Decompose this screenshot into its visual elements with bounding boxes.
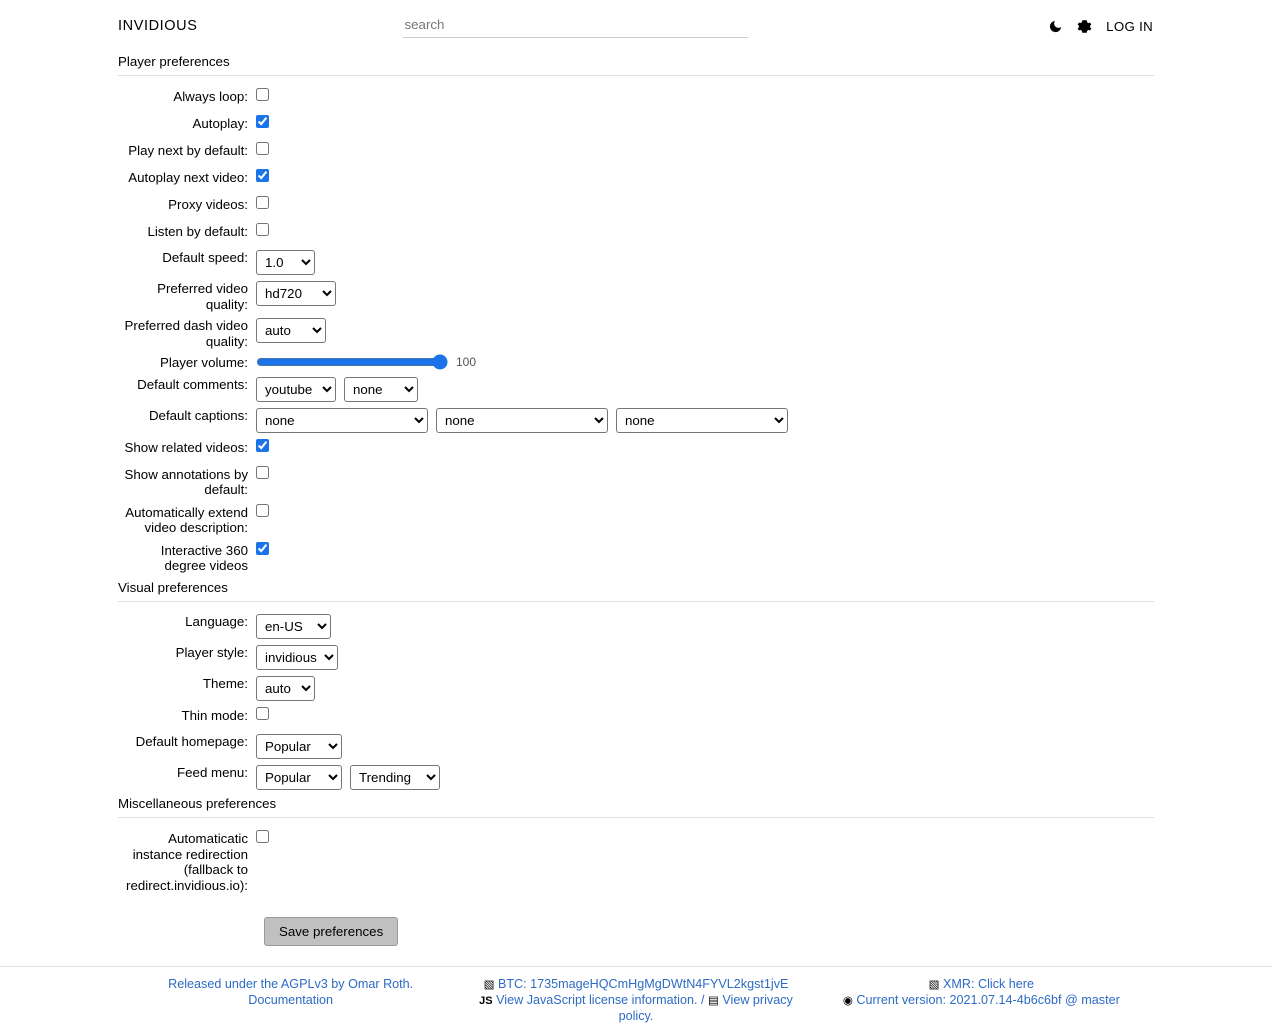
row-feed-menu — [118, 765, 1154, 790]
label-preferred-dash-quality: Preferred dash video quality: — [124, 318, 248, 349]
label-default-comments: Default comments: — [137, 376, 248, 392]
row-player-style — [118, 645, 1154, 670]
label-default-speed: Default speed: — [162, 250, 248, 265]
checkbox-autoplay[interactable] — [256, 115, 269, 128]
footer-js-license-link[interactable]: View JavaScript license information. — [496, 992, 698, 1007]
label-auto-instance-redirect: Automaticatic instance redirection (fallback to redirect.invidious.io): — [126, 831, 248, 893]
navbar-center — [342, 14, 808, 38]
select-language[interactable] — [256, 614, 331, 639]
select-default-speed[interactable] — [256, 250, 315, 275]
label-extend-description: Automatically extend video description: — [125, 504, 248, 536]
checkbox-show-annotations[interactable] — [256, 466, 269, 479]
row-autoplay-next-video — [118, 169, 1154, 190]
label-thin-mode: Thin mode: — [181, 708, 248, 724]
checkbox-proxy-videos[interactable] — [256, 196, 269, 209]
footer-separator: / — [700, 992, 705, 1007]
row-default-comments — [118, 377, 1154, 402]
gear-icon[interactable] — [1077, 19, 1092, 34]
bitcoin-icon: ▧ — [483, 979, 495, 992]
label-preferred-video-quality: Preferred video quality: — [157, 281, 248, 312]
save-row — [118, 917, 1154, 946]
label-language: Language: — [185, 614, 248, 630]
row-language — [118, 614, 1154, 639]
checkbox-extend-description[interactable] — [256, 504, 269, 517]
row-interactive-360 — [118, 542, 1154, 574]
section-title-misc: Miscellaneous preferences — [118, 796, 1154, 818]
row-theme — [118, 676, 1154, 701]
select-default-captions-2[interactable] — [436, 408, 608, 433]
row-auto-instance-redirect — [118, 830, 1154, 893]
top-navbar — [0, 0, 1272, 48]
monero-icon: ▧ — [928, 979, 940, 992]
row-show-annotations — [118, 466, 1154, 498]
label-always-loop: Always loop: — [173, 89, 248, 104]
label-play-next-by-default: Play next by default: — [128, 143, 248, 158]
checkbox-play-next-by-default[interactable] — [256, 142, 269, 155]
section-title-player: Player preferences — [118, 54, 1154, 76]
search-input[interactable] — [403, 14, 748, 38]
page-footer — [0, 966, 1272, 1034]
checkbox-auto-instance-redirect[interactable] — [256, 830, 269, 843]
select-player-style[interactable] — [256, 645, 338, 670]
label-player-style: Player style: — [175, 645, 248, 661]
label-theme: Theme: — [202, 676, 248, 692]
footer-center — [463, 977, 808, 1024]
select-preferred-dash-quality[interactable] — [256, 318, 326, 343]
row-preferred-video-quality — [118, 281, 1154, 312]
row-thin-mode — [118, 707, 1154, 728]
row-proxy-videos — [118, 196, 1154, 217]
checkbox-thin-mode[interactable] — [256, 707, 269, 720]
section-title-visual: Visual preferences — [118, 580, 1154, 602]
javascript-badge-icon: JS — [479, 994, 493, 1007]
player-volume-value: 100 — [456, 355, 477, 370]
moon-icon[interactable] — [1048, 19, 1063, 34]
label-show-related-videos: Show related videos: — [124, 439, 248, 455]
checkbox-listen-by-default[interactable] — [256, 223, 269, 236]
select-feed-menu-1[interactable] — [256, 765, 342, 790]
label-listen-by-default: Listen by default: — [147, 224, 248, 239]
row-extend-description — [118, 504, 1154, 536]
label-default-captions: Default captions: — [148, 407, 248, 423]
row-default-speed — [118, 250, 1154, 275]
label-autoplay-next-video: Autoplay next video: — [128, 170, 248, 185]
book-icon: ▤ — [707, 994, 719, 1007]
select-default-homepage[interactable] — [256, 734, 342, 759]
footer-xmr-link[interactable]: XMR: Click here — [943, 977, 1034, 992]
footer-privacy-link[interactable]: View privacy policy. — [618, 992, 793, 1023]
label-show-annotations: Show annotations by default: — [124, 466, 248, 498]
footer-right — [809, 977, 1154, 1024]
select-default-comments-secondary[interactable] — [344, 377, 418, 402]
row-preferred-dash-quality — [118, 318, 1154, 349]
footer-version-link[interactable]: Current version: 2021.07.14-4b6c6bf @ master — [856, 992, 1120, 1007]
navbar-right — [808, 19, 1272, 34]
github-icon: ◉ — [842, 994, 853, 1007]
save-preferences-button[interactable]: Save preferences — [264, 917, 398, 946]
brand-logo[interactable]: INVIDIOUS — [118, 18, 198, 34]
select-preferred-video-quality[interactable] — [256, 281, 336, 306]
footer-license-text: Released under the AGPLv3 by Omar Roth. — [168, 977, 414, 992]
select-feed-menu-2[interactable] — [350, 765, 440, 790]
checkbox-show-related-videos[interactable] — [256, 439, 269, 452]
footer-documentation-link[interactable]: Documentation — [248, 992, 334, 1007]
preferences-page — [0, 54, 1272, 946]
row-default-captions — [118, 408, 1154, 433]
row-autoplay — [118, 115, 1154, 136]
checkbox-autoplay-next-video[interactable] — [256, 169, 269, 182]
row-listen-by-default — [118, 223, 1154, 244]
row-show-related-videos — [118, 439, 1154, 460]
label-feed-menu: Feed menu: — [177, 765, 248, 781]
login-link[interactable]: LOG IN — [1106, 18, 1153, 34]
navbar-left — [0, 18, 342, 34]
row-always-loop — [118, 88, 1154, 109]
footer-left — [118, 977, 463, 1024]
label-autoplay: Autoplay: — [192, 116, 248, 131]
select-theme[interactable] — [256, 676, 315, 701]
label-proxy-videos: Proxy videos: — [168, 197, 248, 212]
footer-btc-link[interactable]: BTC: 1735mageHQCmHgMgDWtN4FYVL2kgst1jvE — [497, 977, 789, 992]
select-default-captions-3[interactable] — [616, 408, 788, 433]
checkbox-always-loop[interactable] — [256, 88, 269, 101]
slider-player-volume[interactable] — [256, 355, 448, 369]
checkbox-interactive-360[interactable] — [256, 542, 269, 555]
search-form — [403, 14, 748, 38]
select-default-comments-primary[interactable] — [256, 377, 336, 402]
row-default-homepage — [118, 734, 1154, 759]
row-play-next-by-default — [118, 142, 1154, 163]
label-default-homepage: Default homepage: — [135, 734, 248, 750]
label-interactive-360: Interactive 360 degree videos — [160, 542, 248, 574]
select-default-captions-1[interactable] — [256, 408, 428, 433]
label-player-volume: Player volume: — [160, 355, 248, 371]
row-player-volume — [118, 355, 1154, 371]
